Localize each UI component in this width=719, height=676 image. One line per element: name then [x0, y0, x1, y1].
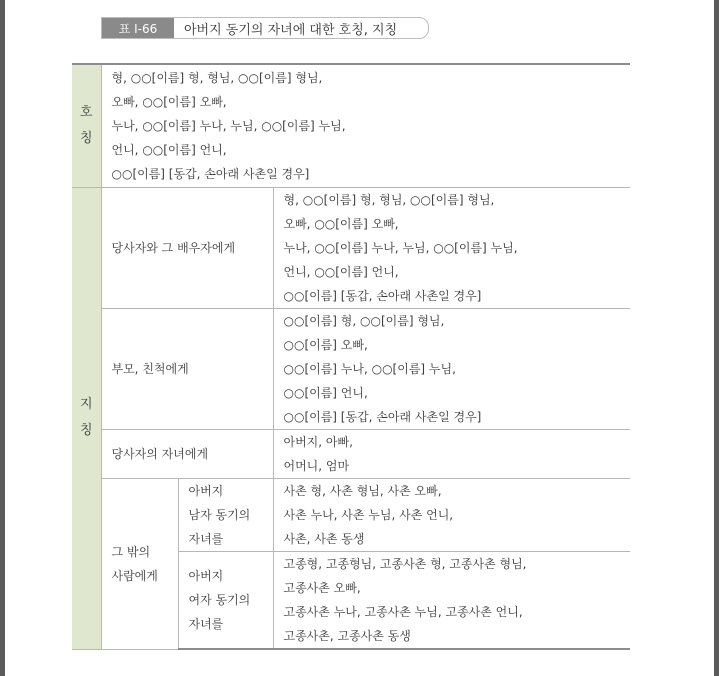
target-spouse: 당사자와 그 배우자에게 — [101, 188, 273, 309]
terms-parents: ○○[이름] 형, ○○[이름] 형님, ○○[이름] 오빠, ○○[이름] 누나, ○○[이름] 누님, ○○[이름] 언니, ○○[이름] [동갑, 손아래 사촌일 경우] — [273, 309, 630, 430]
right-frame-edge — [714, 0, 719, 676]
terms-spouse: 형, ○○[이름] 형, 형님, ○○[이름] 형님, 오빠, ○○[이름] 오빠, 누나, ○○[이름] 누나, 누님, ○○[이름] 누님, 언니, ○○[이름] 언니, ○○[이름] [동갑, 손아래 사촌일 경우] — [273, 188, 630, 309]
terms-female-siblings: 고종형, 고종형님, 고종사촌 형, 고종사촌 형님, 고종사촌 오빠, 고종사촌 누나, 고종사촌 누님, 고종사촌 언니, 고종사촌, 고종사촌 동생 — [273, 552, 630, 650]
target-others: 그 밖의 사람에게 — [101, 479, 178, 650]
table-caption — [101, 17, 429, 39]
caption-number: 표 I-66 — [102, 18, 174, 38]
sub-male-siblings: 아버지 남자 동기의 자녀를 — [178, 479, 273, 552]
terms-children: 아버지, 아빠, 어머니, 엄마 — [273, 430, 630, 479]
hoching-header: 호 칭 — [72, 64, 101, 188]
sub-female-siblings: 아버지 여자 동기의 자녀를 — [178, 552, 273, 650]
caption-title: 아버지 동기의 자녀에 대한 호칭, 지칭 — [184, 22, 398, 38]
table-row-hoching — [72, 64, 630, 188]
hoching-terms: 형, ○○[이름] 형, 형님, ○○[이름] 형님, 오빠, ○○[이름] 오빠, 누나, ○○[이름] 누나, 누님, ○○[이름] 누님, 언니, ○○[이름] 언니, ○○[이름] [동갑, 손아래 사촌일 경우] — [101, 64, 630, 188]
address-terms-table — [72, 63, 630, 650]
table-row-children — [72, 430, 630, 479]
target-children: 당사자의 자녀에게 — [101, 430, 273, 479]
left-frame-edge — [0, 0, 5, 676]
table-row-parents — [72, 309, 630, 430]
jiching-header: 지 칭 — [72, 188, 101, 650]
terms-male-siblings: 사촌 형, 사촌 형님, 사촌 오빠, 사촌 누나, 사촌 누님, 사촌 언니, 사촌, 사촌 동생 — [273, 479, 630, 552]
table-row-spouse — [72, 188, 630, 309]
table-row-others-male — [72, 479, 630, 552]
target-parents: 부모, 친척에게 — [101, 309, 273, 430]
